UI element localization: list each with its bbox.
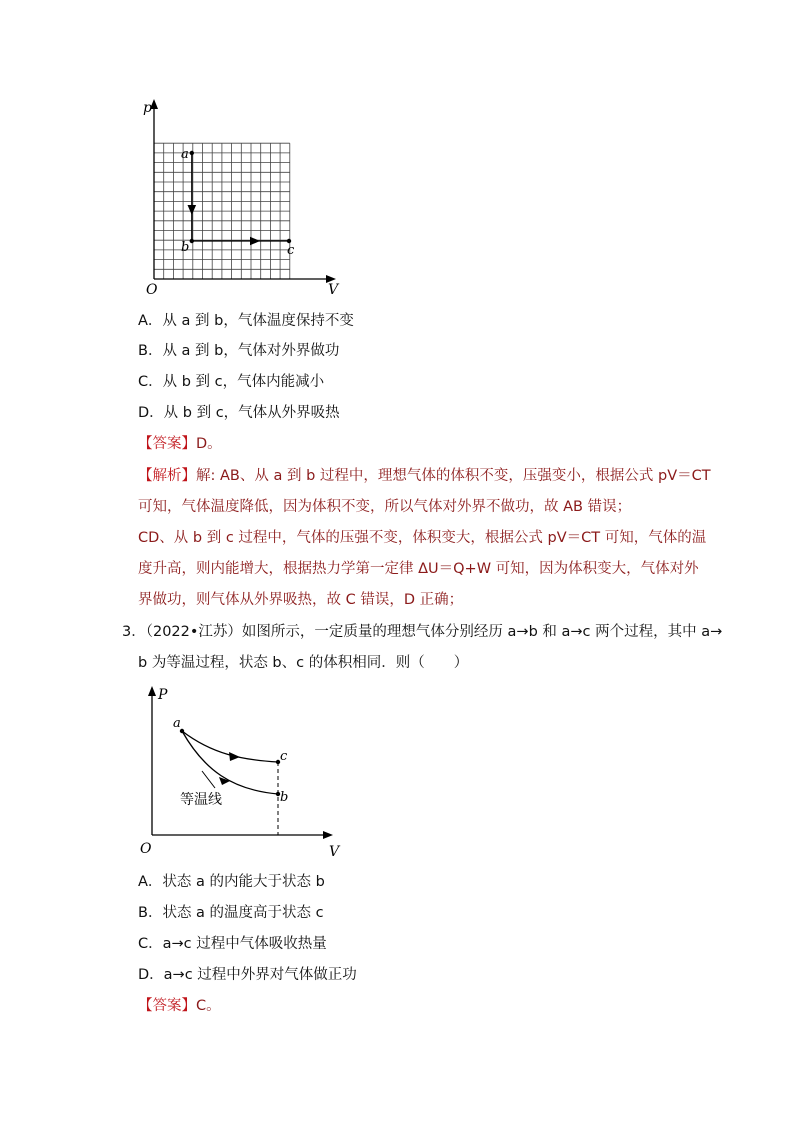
p-axis-label: P: [158, 687, 168, 703]
analysis-tag: 【解析】: [138, 468, 196, 484]
p-axis-label: p: [143, 100, 152, 116]
v-axis-arrow: [323, 831, 333, 839]
isotherm-diagram: [132, 682, 352, 862]
point-a-label: a: [181, 147, 189, 162]
point-c-label: c: [287, 243, 295, 258]
answer-tag: 【答案】: [138, 436, 196, 452]
isotherm-pointer: [202, 771, 215, 788]
answer-tag: 【答案】: [138, 998, 196, 1014]
q3-answer: [138, 996, 221, 1016]
p-axis-arrow: [148, 686, 156, 696]
point-c-label: c: [280, 749, 288, 764]
answer-value: C。: [196, 998, 221, 1014]
grid-lines: [154, 143, 290, 279]
q2-answer: [138, 434, 222, 454]
q2-analysis-line-5: 界做功，则气体从外界吸热，故 C 错误，D 正确；: [138, 592, 464, 608]
origin-label: O: [140, 841, 152, 857]
process-bc-arrow: [250, 237, 260, 246]
q3-option-d: D．a→c 过程中外界对气体做正功: [138, 967, 357, 983]
pv-grid-diagram: [130, 95, 350, 300]
q2-analysis-line-3: CD、从 b 到 c 过程中，气体的压强不变，体积变大，根据公式 pV＝CT 可知，气体的温: [138, 530, 707, 546]
process-ab-arrow: [188, 205, 197, 215]
q3-stem-line-2: b 为等温过程，状态 b、c 的体积相同．则（ ）: [138, 655, 469, 671]
curve-ac-arrow: [229, 752, 240, 761]
answer-value: D。: [196, 436, 222, 452]
q3-option-c: C．a→c 过程中气体吸收热量: [138, 936, 327, 952]
q2-option-b: B．从 a 到 b，气体对外界做功: [138, 343, 340, 359]
q2-analysis-line-2: 可知，气体温度降低，因为体积不变，所以气体对外界不做功，故 AB 错误；: [138, 499, 632, 515]
q2-option-d: D．从 b 到 c，气体从外界吸热: [138, 405, 340, 421]
point-b: [190, 239, 194, 243]
q2-option-a: A．从 a 到 b，气体温度保持不变: [138, 313, 354, 329]
v-axis-label: V: [329, 844, 340, 860]
point-a: [190, 151, 194, 155]
q3-stem-line-1: 3．（2022•江苏）如图所示，一定质量的理想气体分别经历 a→b 和 a→c 两个过程，其中 a→: [122, 624, 723, 640]
v-axis-label: V: [328, 282, 339, 298]
q3-option-b: B．状态 a 的温度高于状态 c: [138, 905, 324, 921]
isotherm-label: 等温线: [180, 792, 222, 808]
point-b-label: b: [280, 790, 289, 805]
q3-option-a: A．状态 a 的内能大于状态 b: [138, 874, 325, 890]
q2-analysis-line-4: 度升高，则内能增大，根据热力学第一定律 ΔU＝Q+W 可知，因为体积变大，气体对外: [138, 561, 699, 577]
q2-option-c: C．从 b 到 c，气体内能减小: [138, 374, 325, 390]
point-b-label: b: [181, 240, 190, 255]
point-a-label: a: [173, 716, 181, 731]
origin-label: O: [146, 282, 158, 298]
q2-analysis-line-1: [138, 466, 711, 486]
analysis-text: 解: AB、从 a 到 b 过程中，理想气体的体积不变，压强变小，根据公式 pV＝CT: [196, 468, 711, 484]
